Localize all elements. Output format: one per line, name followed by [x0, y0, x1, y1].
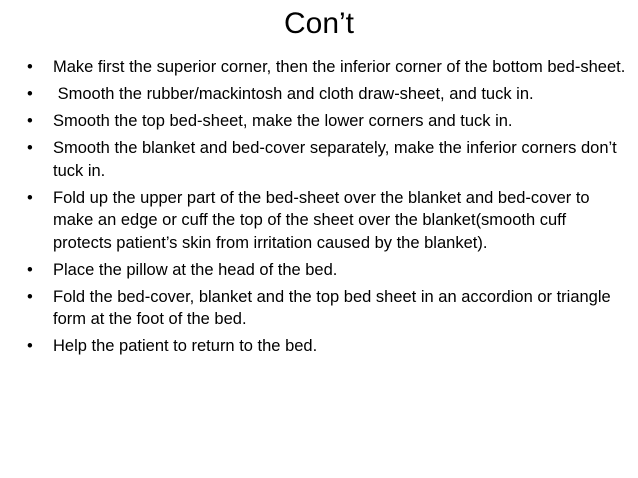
list-item [26, 187, 626, 255]
list-item [26, 137, 626, 182]
list-item-text: Fold the bed-cover, blanket and the top bed sheet in an accordion or triangle form at the foot of the bed. [53, 287, 611, 328]
list-item [26, 286, 626, 331]
list-item-text: Smooth the rubber/mackintosh and cloth draw-sheet, and tuck in. [53, 85, 534, 103]
bullet-icon: • [27, 112, 33, 130]
list-item-text: Smooth the blanket and bed-cover separately, make the inferior corners don’t tuck in. [53, 139, 617, 180]
list-item [26, 56, 626, 79]
bullet-icon: • [27, 188, 33, 207]
bullet-icon: • [27, 139, 33, 157]
list-item [26, 335, 626, 358]
bullet-icon: • [27, 85, 33, 103]
slide-title: Con’t [283, 7, 355, 40]
bullet-icon: • [27, 260, 33, 279]
bullet-icon: • [27, 337, 33, 355]
bullet-icon: • [27, 58, 33, 76]
list-item-text: Smooth the top bed-sheet, make the lower corners and tuck in. [53, 112, 513, 130]
list-item-text: Make first the superior corner, then the inferior corner of the bottom bed-sheet. [53, 58, 626, 76]
list-item [26, 259, 626, 282]
bullet-list [26, 56, 626, 362]
list-item [26, 83, 626, 106]
bullet-icon: • [27, 287, 33, 306]
list-item-text: Help the patient to return to the bed. [53, 337, 318, 355]
list-item-text: Place the pillow at the head of the bed. [53, 260, 338, 279]
list-item-text: Fold up the upper part of the bed-sheet over the blanket and bed-cover to make an edge or cuff the top of the sheet over the blanket(smooth cuff protects patient’s skin from irritation caused by the blanket). [53, 188, 590, 252]
list-item [26, 110, 626, 133]
